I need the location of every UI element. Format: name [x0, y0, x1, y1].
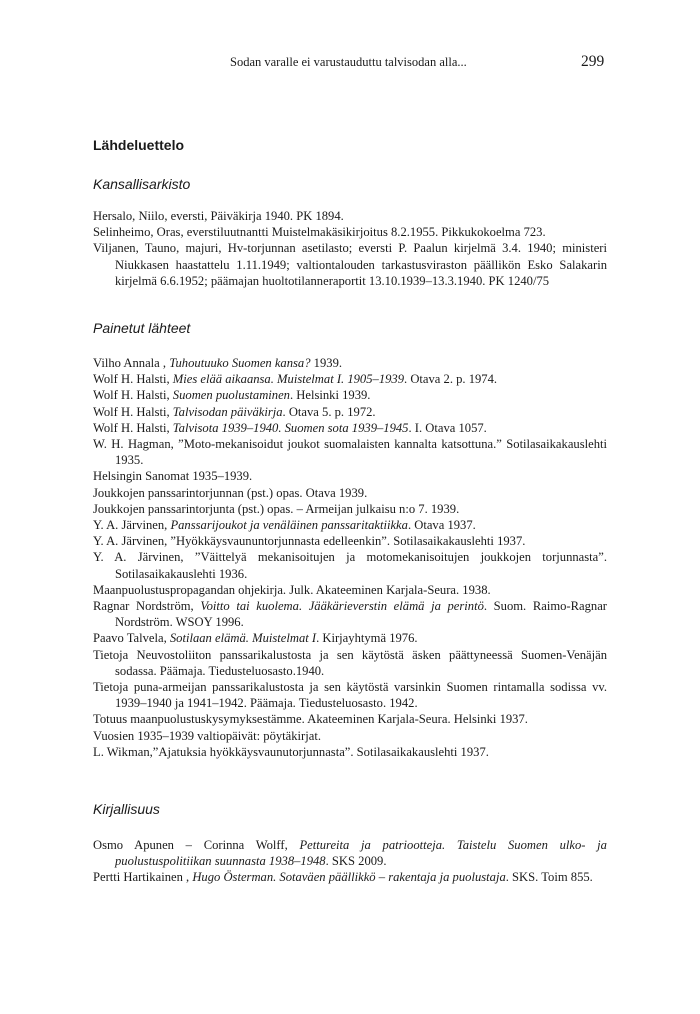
- bibliography-entry: [93, 533, 607, 549]
- entry-text: L. Wikman,”Ajatuksia hyökkäysvaunutorjunnasta”. Sotilasaikakauslehti 1937.: [93, 744, 489, 759]
- entry-text: Pertti Hartikainen ,: [93, 870, 193, 885]
- entry-text: Maanpuolustuspropagandan ohjekirja. Julk. Akateeminen Karjala-Seura. 1938.: [93, 582, 491, 597]
- entry-title: Talvisodan päiväkirja: [172, 404, 283, 419]
- bibliography-entry: [93, 837, 607, 869]
- bibliography-entry: [93, 728, 607, 744]
- bibliography-entry: [93, 387, 607, 403]
- entry-title: Suomen puolustaminen: [172, 388, 290, 403]
- entry-text: 1939.: [310, 356, 343, 370]
- section-heading-archives: Kansallisarkisto: [93, 176, 191, 192]
- entry-text: Wolf H. Halsti,: [93, 420, 173, 435]
- entry-text: W. H. Hagman, ”Moto-mekanisoidut joukot suomalaisten kannalta katsottuna.” Sotilasaikakauslehti 1935.: [93, 437, 607, 468]
- section-heading-printed-sources: Painetut lähteet: [93, 320, 191, 336]
- entry-title: Mies elää aikaansa. Muistelmat I. 1905–1939: [172, 372, 405, 387]
- entry-text: Selinheimo, Oras, everstiluutnantti Muistelmakäsikirjoitus 8.2.1955. Pikkukokoelma 723.: [93, 225, 546, 240]
- bibliography-entry: [93, 355, 607, 371]
- entry-text: . Otava 1937.: [407, 518, 476, 533]
- literature-list: [93, 837, 607, 886]
- bibliography-entry: [93, 404, 607, 420]
- bibliography-entry: [93, 517, 607, 533]
- bibliography-entry: [93, 711, 607, 727]
- entry-text: Tietoja Neuvostoliiton panssarikalustosta ja sen käytöstä äsken päättyneessä Suomen-Venäjän sodassa. Päämaja. Tiedusteluosasto.1940.: [93, 647, 607, 678]
- entry-text: Wolf H. Halsti,: [93, 372, 173, 387]
- entry-text: Y. A. Järvinen, ”Hyökkäysvaununtorjunnasta edelleenkin”. Sotilasaikakauslehti 1937.: [93, 534, 526, 549]
- entry-text: Joukkojen panssarintorjunnan (pst.) opas. Otava 1939.: [93, 485, 368, 500]
- entry-text: Hersalo, Niilo, eversti, Päiväkirja 1940. PK 1894.: [93, 209, 344, 223]
- bibliography-entry: [93, 240, 607, 289]
- entry-text: Wolf H. Halsti,: [93, 404, 173, 419]
- entry-text: Y. A. Järvinen, ”Väittelyä mekanisoitujen ja motomekanisoitujen joukkojen torjunnasta”. Sotilasaikakauslehti 1936.: [93, 550, 607, 581]
- entry-text: Ragnar Nordström,: [93, 599, 201, 614]
- bibliography-entry: [93, 549, 607, 581]
- entry-text: Totuus maanpuolustuskysymyksestämme. Akateeminen Karjala-Seura. Helsinki 1937.: [93, 712, 528, 727]
- entry-title: Voitto tai kuolema. Jääkärieverstin elämä ja perintö: [200, 599, 484, 614]
- entry-title: Tuhoutuuko Suomen kansa?: [169, 356, 311, 370]
- bibliography-entry: [93, 630, 607, 646]
- entry-text: . Otava 2. p. 1974.: [404, 372, 498, 387]
- entry-text: Helsingin Sanomat 1935–1939.: [93, 469, 253, 484]
- entry-text: Joukkojen panssarintorjunta (pst.) opas. – Armeijan julkaisu n:o 7. 1939.: [93, 501, 460, 516]
- printed-sources-list: [93, 355, 607, 760]
- entry-text: Osmo Apunen – Corinna Wolff,: [93, 838, 300, 852]
- bibliography-entry: [93, 485, 607, 501]
- entry-title: Hugo Österman. Sotaväen päällikkö – rakentaja ja puolustaja: [192, 870, 506, 885]
- bibliography-entry: [93, 371, 607, 387]
- entry-text: . I. Otava 1057.: [408, 420, 487, 435]
- bibliography-entry: [93, 679, 607, 711]
- entry-text: Vilho Annala ,: [93, 356, 170, 370]
- bibliography-entry: [93, 647, 607, 679]
- section-heading-literature: Kirjallisuus: [93, 801, 160, 817]
- bibliography-entry: [93, 744, 607, 760]
- entry-title: Sotilaan elämä. Muistelmat I: [169, 631, 317, 646]
- bibliography-entry: [93, 598, 607, 630]
- bibliography-entry: [93, 468, 607, 484]
- entry-text: Wolf H. Halsti,: [93, 388, 173, 403]
- bibliography-entry: [93, 420, 607, 436]
- entry-text: Viljanen, Tauno, majuri, Hv-torjunnan asetilasto; eversti P. Paalun kirjelmä 3.4. 1940; ministeri Niukkasen haastattelu 1.11.1949; valtiontalouden tarkastusviraston päällikön Esko Salakarin kirjelmä 6.6.1952; päämajan huoltotilanneraportit 13.10.1939–13.3.1940. PK 1240/75: [93, 241, 607, 288]
- entry-text: Paavo Talvela,: [93, 631, 170, 646]
- archives-list: [93, 208, 607, 289]
- running-header: [0, 53, 700, 73]
- bibliography-heading: Lähdeluettelo: [93, 137, 185, 153]
- page-number: 299: [581, 53, 605, 70]
- running-title: Sodan varalle ei varustauduttu talvisodan alla...: [230, 55, 467, 69]
- entry-text: . Kirjayhtymä 1976.: [316, 631, 418, 646]
- entry-text: . Helsinki 1939.: [289, 388, 371, 403]
- bibliography-entry: [93, 501, 607, 517]
- entry-text: . Otava 5. p. 1972.: [282, 404, 376, 419]
- bibliography-entry: [93, 582, 607, 598]
- entry-text: . SKS 2009.: [325, 854, 387, 869]
- entry-text: Y. A. Järvinen,: [93, 518, 171, 533]
- bibliography-entry: [93, 436, 607, 468]
- entry-text: Vuosien 1935–1939 valtiopäivät: pöytäkirjat.: [93, 728, 321, 743]
- entry-title: Pettureita ja patriootteja. Taistelu Suomen ulko- ja puolustuspolitiikan suunnasta 1938–1948: [115, 838, 607, 869]
- entry-title: Talvisota 1939–1940. Suomen sota 1939–1945: [172, 420, 409, 435]
- entry-text: . SKS. Toim 855.: [505, 870, 593, 885]
- entry-title: Panssarijoukot ja venäläinen panssaritaktiikka: [170, 518, 408, 533]
- bibliography-entry: [93, 208, 607, 224]
- entry-text: Tietoja puna-armeijan panssarikalustosta ja sen käytöstä varsinkin Suomen rintamalla sodissa vv. 1939–1940 ja 1941–1942. Päämaja. Tiedusteluosasto. 1942.: [93, 680, 607, 711]
- bibliography-entry: [93, 224, 607, 240]
- entry-text: . Suom. Raimo-Ragnar Nordström. WSOY 1996.: [115, 599, 607, 630]
- bibliography-entry: [93, 869, 607, 885]
